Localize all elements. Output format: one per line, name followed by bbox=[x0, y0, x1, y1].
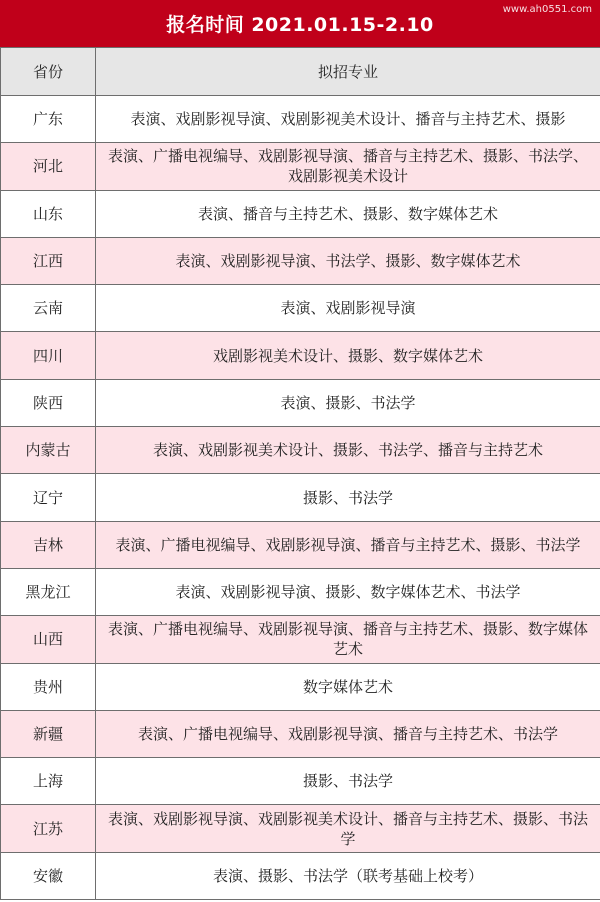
majors-cell: 表演、播音与主持艺术、摄影、数字媒体艺术 bbox=[96, 190, 600, 237]
majors-table bbox=[0, 47, 600, 900]
majors-cell: 表演、戏剧影视导演、戏剧影视美术设计、播音与主持艺术、摄影、书法学 bbox=[96, 805, 600, 852]
column-header-province: 省份 bbox=[1, 48, 96, 96]
table-row bbox=[1, 332, 600, 379]
title-bar bbox=[0, 0, 600, 47]
province-cell: 江苏 bbox=[1, 805, 96, 852]
table-row bbox=[1, 616, 600, 663]
majors-cell: 表演、戏剧影视导演、戏剧影视美术设计、播音与主持艺术、摄影 bbox=[96, 96, 600, 143]
province-cell: 内蒙古 bbox=[1, 427, 96, 474]
province-cell: 广东 bbox=[1, 96, 96, 143]
table-row bbox=[1, 568, 600, 615]
column-header-majors: 拟招专业 bbox=[96, 48, 600, 96]
table-row bbox=[1, 190, 600, 237]
majors-cell: 数字媒体艺术 bbox=[96, 663, 600, 710]
province-cell: 上海 bbox=[1, 758, 96, 805]
province-cell: 山东 bbox=[1, 190, 96, 237]
table-header bbox=[1, 48, 600, 96]
table-row bbox=[1, 852, 600, 899]
majors-cell: 表演、戏剧影视导演、摄影、数字媒体艺术、书法学 bbox=[96, 568, 600, 615]
province-cell: 陕西 bbox=[1, 379, 96, 426]
table-row bbox=[1, 474, 600, 521]
majors-cell: 表演、摄影、书法学 bbox=[96, 379, 600, 426]
province-cell: 贵州 bbox=[1, 663, 96, 710]
table-row bbox=[1, 805, 600, 852]
province-cell: 江西 bbox=[1, 237, 96, 284]
table-row bbox=[1, 237, 600, 284]
province-cell: 四川 bbox=[1, 332, 96, 379]
province-cell: 黑龙江 bbox=[1, 568, 96, 615]
watermark: www.ah0551.com bbox=[502, 4, 592, 15]
province-cell: 山西 bbox=[1, 616, 96, 663]
table-row bbox=[1, 143, 600, 190]
page-title: 报名时间 2021.01.15-2.10 bbox=[166, 14, 434, 36]
table-row bbox=[1, 758, 600, 805]
header-row bbox=[1, 48, 600, 96]
majors-cell: 表演、广播电视编导、戏剧影视导演、播音与主持艺术、书法学 bbox=[96, 710, 600, 757]
majors-cell: 表演、广播电视编导、戏剧影视导演、播音与主持艺术、摄影、数字媒体艺术 bbox=[96, 616, 600, 663]
province-cell: 吉林 bbox=[1, 521, 96, 568]
table-row bbox=[1, 710, 600, 757]
province-cell: 新疆 bbox=[1, 710, 96, 757]
province-cell: 辽宁 bbox=[1, 474, 96, 521]
majors-cell: 表演、戏剧影视导演 bbox=[96, 285, 600, 332]
majors-cell: 摄影、书法学 bbox=[96, 474, 600, 521]
table-body bbox=[1, 96, 600, 900]
table-row bbox=[1, 663, 600, 710]
majors-cell: 表演、摄影、书法学（联考基础上校考） bbox=[96, 852, 600, 899]
majors-cell: 表演、戏剧影视美术设计、摄影、书法学、播音与主持艺术 bbox=[96, 427, 600, 474]
table-row bbox=[1, 96, 600, 143]
province-cell: 安徽 bbox=[1, 852, 96, 899]
province-cell: 云南 bbox=[1, 285, 96, 332]
table-row bbox=[1, 379, 600, 426]
majors-cell: 戏剧影视美术设计、摄影、数字媒体艺术 bbox=[96, 332, 600, 379]
majors-cell: 表演、戏剧影视导演、书法学、摄影、数字媒体艺术 bbox=[96, 237, 600, 284]
province-cell: 河北 bbox=[1, 143, 96, 190]
majors-cell: 表演、广播电视编导、戏剧影视导演、播音与主持艺术、摄影、书法学、戏剧影视美术设计 bbox=[96, 143, 600, 190]
majors-cell: 表演、广播电视编导、戏剧影视导演、播音与主持艺术、摄影、书法学 bbox=[96, 521, 600, 568]
table-row bbox=[1, 521, 600, 568]
majors-cell: 摄影、书法学 bbox=[96, 758, 600, 805]
table-row bbox=[1, 427, 600, 474]
table-row bbox=[1, 285, 600, 332]
